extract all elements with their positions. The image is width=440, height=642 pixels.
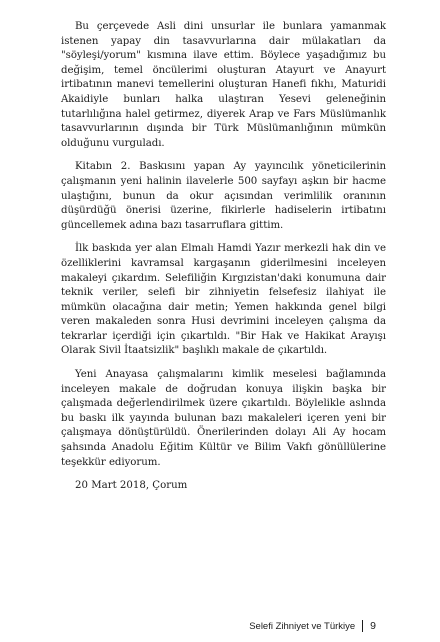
page-body [61,20,386,494]
paragraph-1: Bu çerçevede Asli dini unsurlar ile bunlara yamanmak istenen yapay din tasavvurlarına dair mülakatları da "söyleşi/yorum" kısmına ilave ettim. Böylece yaşadığımız bu değişim, temel öncülerimi oluşturan Atayurt ve Anayurt irtibatının manevi temellerini oluşturan Hanefi fıkhı, Maturidi Akaidiyle bunları halka ulaştıran Yesevi geleneğinin tutarlılığına halel getirmez, diyerek Arap ve Fars Müslümanlık tasavvurlarının dışında bir Türk Müslümanlığının mümkün olduğunu vurguladı. [61,21,386,149]
page-number: 9 [370,620,376,632]
paragraph-4: Yeni Anayasa çalışmalarını kimlik meselesi bağlamında inceleyen makale de doğrudan konuya ilişkin başka bir çalışmada değerlendirilmek üzere çıkartıldı. Böylelikle aslında bu baskı ilk yayında bulunan bazı makaleleri içeren yeni bir çalışmaya dönüştürüldü. Önerilerinden dolayı Ali Ay hocam şahsında Anadolu Eğitim Kültür ve Bilim Vakfı gönüllülerine teşekkür ediyorum. [61,369,386,468]
page-footer [249,620,376,632]
footer-divider [362,620,363,632]
paragraph-3: İlk baskıda yer alan Elmalı Hamdi Yazır merkezli hak din ve özelliklerini kavramsal kargaşanın giderilmesini inceleyen makaleyi çıkardım. Selefiliğin Kırgızistan'daki konumuna dair teknik veriler, selefi bir zihniyetin felsefesiz ilahiyat ile mümkün olacağına dair metin; Yemen hakkında genel bilgi veren makaleden sonra Husi devrimini inceleyen çalışma da tekrarlar içerdiği için çıkartıldı. "Bir Hak ve Hakikat Arayışı Olarak Sivil İtaatsizlik" başlıklı makale de çıkartıldı. [61,243,386,357]
running-title: Selefi Zihniyet ve Türkiye [249,620,356,632]
date-line: 20 Mart 2018, Çorum [75,480,188,492]
paragraph-2: Kitabın 2. Baskısını yapan Ay yayıncılık yöneticilerinin çalışmanın yeni halinin ilavelerle 500 sayfayı aşkın bir hacme ulaştığını, bunun da okur açısından verimlilik oranının düşürdüğü önerisi üzerine, fikirlerle hadiselerin irtibatını güncellemek adına bazı tasarruflara gittim. [61,161,386,231]
